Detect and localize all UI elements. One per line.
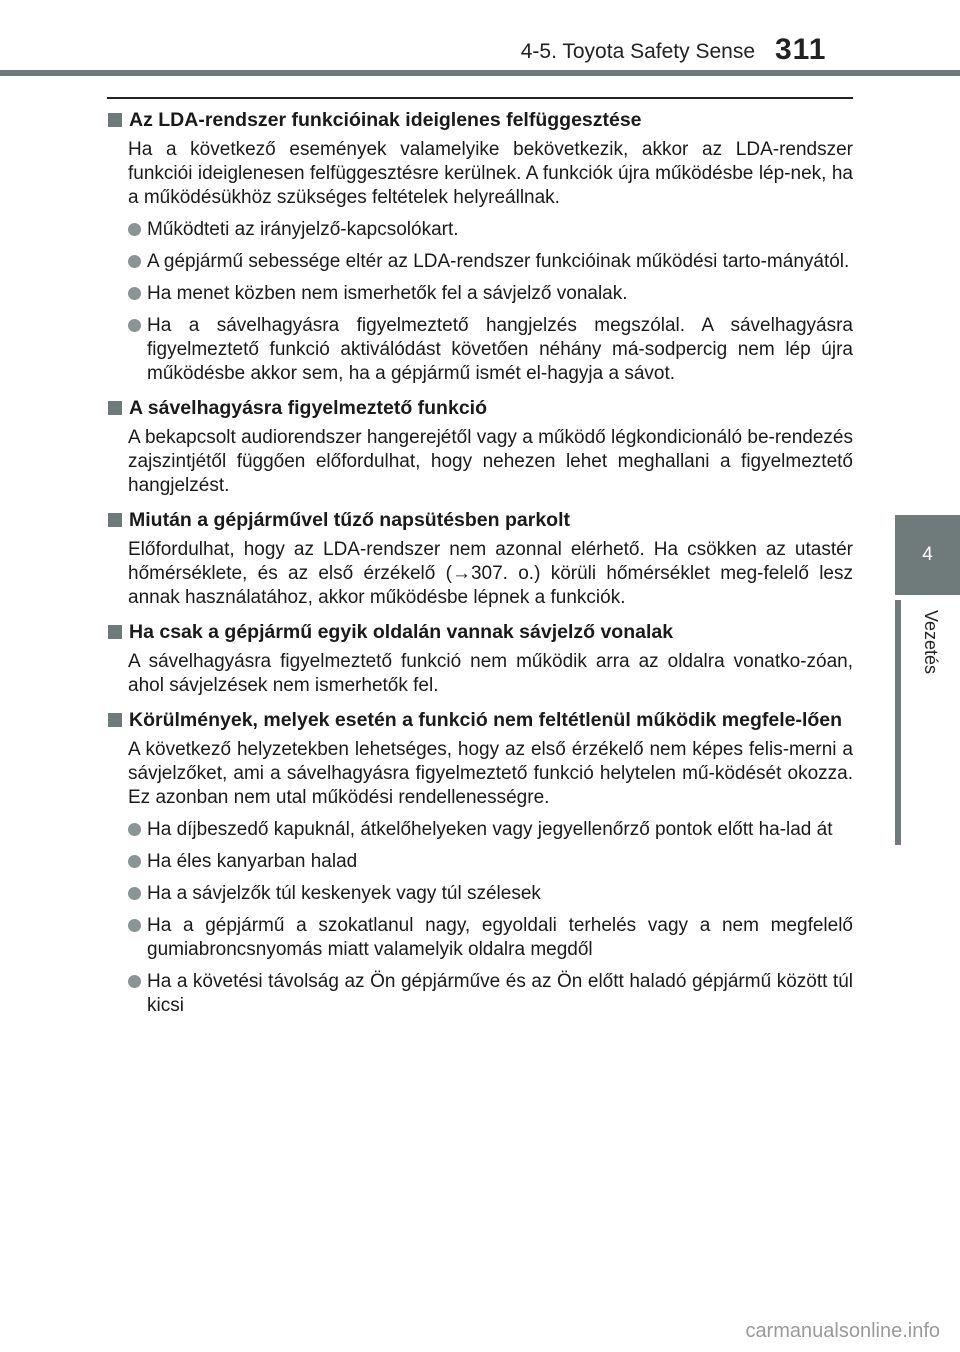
section-paragraph: Ha a következő események valamelyike bekövetkezik, akkor az LDA-rendszer funkciói ideiglenesen felfüggesztésre kerülnek. A funkciók újra működésbe lép-nek, ha a működésükhöz szükséges feltételek helyreállnak. bbox=[128, 139, 853, 208]
chapter-label: Vezetés bbox=[921, 610, 941, 675]
section-heading-text: A sávelhagyásra figyelmeztető funkció bbox=[129, 397, 487, 419]
section-heading-text: Ha csak a gépjármű egyik oldalán vannak sávjelző vonalak bbox=[129, 621, 674, 643]
circle-bullet-icon bbox=[128, 287, 141, 300]
section-heading-text: Miután a gépjárművel tűző napsütésben parkolt bbox=[129, 509, 570, 531]
section-paragraph: A bekapcsolt audiorendszer hangerejétől vagy a működő légkondicionáló be-rendezés zajszintjétől függően előfordulhat, hogy nehezen lehet meghallani a figyelmeztető hangjelzést. bbox=[128, 427, 853, 496]
square-bullet-icon bbox=[108, 625, 122, 639]
circle-bullet-icon bbox=[128, 975, 141, 988]
page-content bbox=[107, 108, 853, 1018]
watermark: carmanualsonline.info bbox=[745, 1320, 940, 1342]
section-heading bbox=[107, 396, 853, 420]
page-number: 311 bbox=[775, 33, 827, 66]
chapter-tab bbox=[895, 515, 960, 595]
list-item-text: Ha menet közben nem ismerhetők fel a sávjelző vonalak. bbox=[147, 283, 628, 304]
section-heading bbox=[107, 508, 853, 532]
section-heading bbox=[107, 108, 853, 132]
circle-bullet-icon bbox=[128, 319, 141, 332]
list-item bbox=[128, 882, 853, 906]
list-item bbox=[128, 314, 853, 386]
list-item-text: A gépjármű sebessége eltér az LDA-rendszer funkcióinak működési tarto-mányától. bbox=[147, 251, 850, 272]
page-header bbox=[0, 0, 960, 76]
section-2 bbox=[107, 396, 853, 498]
section-heading-text: Az LDA-rendszer funkcióinak ideiglenes felfüggesztése bbox=[129, 109, 642, 131]
list-item bbox=[128, 970, 853, 1018]
square-bullet-icon bbox=[108, 513, 122, 527]
section-paragraph: Előfordulhat, hogy az LDA-rendszer nem azonnal elérhető. Ha csökken az utastér hőmérséklete, és az első érzékelő (→307. o.) körüli hőmérséklet meg-felelő lesz annak használatához, akkor működésbe lépnek a funkciók. bbox=[128, 539, 853, 608]
list-item-text: Ha a sávelhagyásra figyelmeztető hangjelzés megszólal. A sávelhagyásra figyelmeztető funkció aktiválódást követően néhány má-sodpercig nem lép újra működésbe akkor sem, ha a gépjármű ismét el-hagyja a sávot. bbox=[147, 315, 853, 384]
chapter-label-box bbox=[895, 600, 960, 845]
section-3 bbox=[107, 508, 853, 610]
circle-bullet-icon bbox=[128, 919, 141, 932]
list-item bbox=[128, 914, 853, 962]
list-item bbox=[128, 218, 853, 242]
list-item bbox=[128, 250, 853, 274]
list-item-text: Ha díjbeszedő kapuknál, átkelőhelyeken vagy jegyellenőrző pontok előtt ha-lad át bbox=[147, 819, 833, 840]
section-4 bbox=[107, 620, 853, 698]
list-item-text: Ha a követési távolság az Ön gépjárműve és az Ön előtt haladó gépjármű között túl kicsi bbox=[147, 971, 853, 1016]
list-item bbox=[128, 282, 853, 306]
list-item-text: Ha a gépjármű a szokatlanul nagy, egyoldali terhelés vagy a nem megfelelő gumiabroncsnyomás miatt valamelyik oldalra megdől bbox=[147, 915, 853, 960]
circle-bullet-icon bbox=[128, 223, 141, 236]
square-bullet-icon bbox=[108, 113, 122, 127]
chapter-number: 4 bbox=[922, 544, 933, 565]
section-heading-text: Körülmények, melyek esetén a funkció nem feltétlenül működik megfele-lően bbox=[129, 709, 843, 731]
section-heading bbox=[107, 708, 853, 732]
circle-bullet-icon bbox=[128, 823, 141, 836]
square-bullet-icon bbox=[108, 713, 122, 727]
circle-bullet-icon bbox=[128, 887, 141, 900]
list-item-text: Ha éles kanyarban halad bbox=[147, 851, 358, 872]
section-paragraph: A sávelhagyásra figyelmeztető funkció nem működik arra az oldalra vonatko-zóan, ahol sávjelzések nem ismerhetők fel. bbox=[128, 651, 853, 696]
section-1 bbox=[107, 108, 853, 386]
circle-bullet-icon bbox=[128, 855, 141, 868]
section-5 bbox=[107, 708, 853, 1018]
header-divider bbox=[0, 70, 960, 76]
list-item-text: Ha a sávjelzők túl keskenyek vagy túl szélesek bbox=[147, 883, 541, 904]
header-section-title: 4-5. Toyota Safety Sense bbox=[520, 40, 755, 63]
square-bullet-icon bbox=[108, 401, 122, 415]
list-item-text: Működteti az irányjelző-kapcsolókart. bbox=[147, 219, 459, 240]
list-item bbox=[128, 818, 853, 842]
circle-bullet-icon bbox=[128, 255, 141, 268]
list-item bbox=[128, 850, 853, 874]
section-paragraph: A következő helyzetekben lehetséges, hogy az első érzékelő nem képes felis-merni a sávjelzőket, ami a sávelhagyásra figyelmeztető funkció helytelen mű-ködését okozza. Ez azonban nem utal működési rendellenességre. bbox=[128, 739, 853, 808]
top-rule bbox=[107, 97, 853, 99]
section-heading bbox=[107, 620, 853, 644]
